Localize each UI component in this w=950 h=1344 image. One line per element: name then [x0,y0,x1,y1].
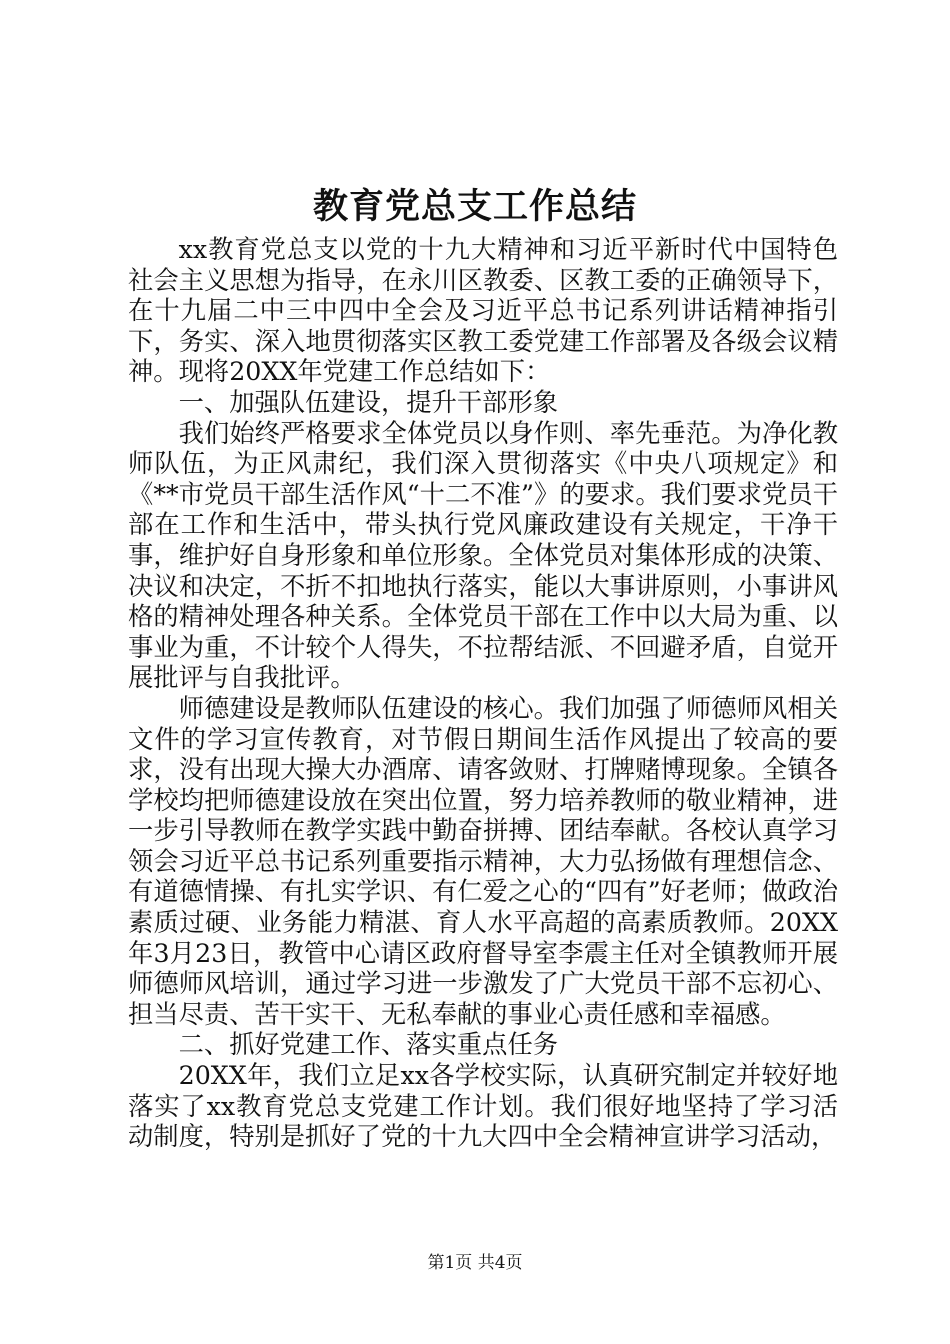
paragraph-teacher-ethics: 师德建设是教师队伍建设的核心。我们加强了师德师风相关文件的学习宣传教育，对节假日期间生活作风提出了较高的要求，没有出现大操大办酒席、请客敛财、打牌赌博现象。全镇各学校均把师德建设放在突出位置，努力培养教师的敬业精神，进一步引导教师在教学实践中勤奋拼搏、团结奉献。各校认真学习领会习近平总书记系列重要指示精神，大力弘扬做有理想信念、有道德情操、有扎实学识、有仁爱之心的“四有”好老师；做政治素质过硬、业务能力精湛、育人水平高超的高素质教师。20XX年3月23日，教管中心请区政府督导室李震主任对全镇教师开展师德师风培训，通过学习进一步激发了广大党员干部不忘初心、担当尽责、苦干实干、无私奉献的事业心责任感和幸福感。 [128,693,838,1029]
paragraph-intro: xx教育党总支以党的十九大精神和习近平新时代中国特色社会主义思想为指导，在永川区教委、区教工委的正确领导下，在十九届二中三中四中全会及习近平总书记系列讲话精神指引下，务实、深入地贯彻落实区教工委党建工作部署及各级会议精神。现将20XX年党建工作总结如下： [128,235,838,387]
paragraph-party-work: 20XX年，我们立足xx各学校实际，认真研究制定并较好地落实了xx教育党总支党建工作计划。我们很好地坚持了学习活动制度，特别是抓好了党的十九大四中全会精神宣讲学习活动， [128,1061,838,1152]
section-heading-2: 二、抓好党建工作、落实重点任务 [178,1030,559,1060]
page-footer: 第1页 共4页 [427,1253,523,1273]
document-body [128,235,838,1153]
document-title: 教育党总支工作总结 [312,186,637,227]
section-heading-1: 一、加强队伍建设，提升干部形象 [178,387,559,417]
paragraph-team-building: 我们始终严格要求全体党员以身作则、率先垂范。为净化教师队伍，为正风肃纪，我们深入贯彻落实《中央八项规定》和《**市党员干部生活作风“十二不准”》的要求。我们要求党员干部在工作和生活中，带头执行党风廉政建设有关规定，干净干事，维护好自身形象和单位形象。全体党员对集体形成的决策、决议和决定，不折不扣地执行落实，能以大事讲原则，小事讲风格的精神处理各种关系。全体党员干部在工作中以大局为重、以事业为重，不计较个人得失，不拉帮结派、不回避矛盾，自觉开展批评与自我批评。 [128,418,838,693]
